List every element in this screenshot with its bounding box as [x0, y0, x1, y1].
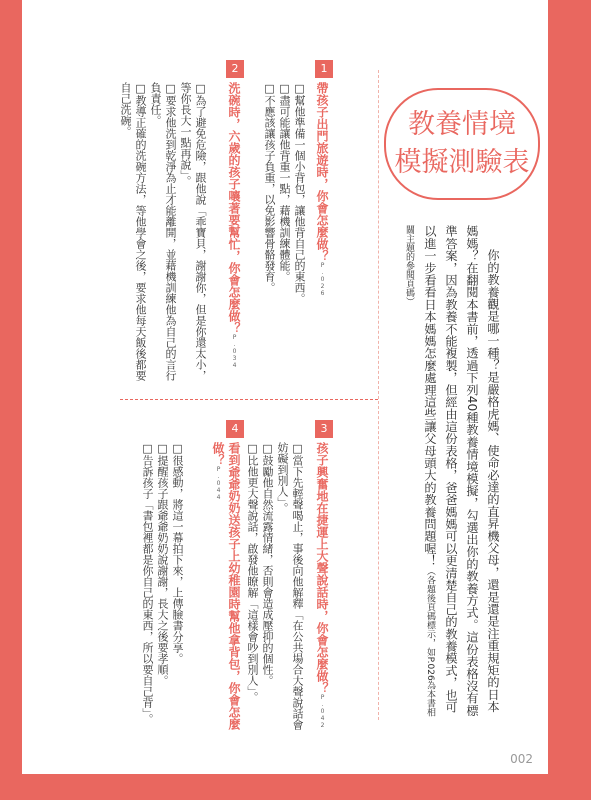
question-4-options — [140, 442, 185, 732]
option[interactable]: □比他更大聲說話，啟發他瞭解「這樣會吵到別人」。 — [246, 442, 259, 703]
option[interactable]: □當下先輕聲喝止，事後向他解釋「在公共場合大聲說話會妨礙到別人」。 — [276, 442, 304, 730]
question-text: 孩子興奮地在捷運上大聲說話時，你會怎麼做？ — [315, 442, 329, 694]
option[interactable]: □提醒孩子跟爺爺奶奶說謝謝，長大之後要孝順。 — [156, 442, 169, 686]
option[interactable]: □告訴孩子「書包裡都是你自己的東西，所以要自己背」。 — [141, 442, 154, 725]
title-line1: 教養情境 — [408, 109, 516, 140]
intro-paragraph: 你的教養觀是哪一種？是嚴格虎媽、使命必達的直昇機父母，還是還是注重規矩的日本媽媽？在翻閱本書前，透過下列40種教養情境模擬，勾選出你的教養方式。這份表格沒有標準答案，因為教養不能複製，但經由這份表格，爸爸媽媽可以更清楚自己的教養模式，也可以進一步看看日本媽媽怎麼處理這些讓父母頭大的教養問題喔！ — [423, 225, 500, 717]
option[interactable]: □盡可能讓他背重一點，藉機訓練體能。 — [278, 82, 291, 282]
option[interactable]: □要求他洗到乾淨為止才能離開，並藉機訓練他為自己的言行負責任。 — [149, 82, 177, 381]
option[interactable]: □不應該讓孩子負重，以免影響骨骼發育。 — [263, 82, 276, 293]
question-1-options — [262, 82, 307, 304]
question-number-badge: 4 — [226, 420, 244, 438]
option[interactable]: □為了避免危險，跟他說「乖寶貝，謝謝你，但是你還太小，等你長大一點再說」。 — [179, 82, 207, 381]
question-2-options — [118, 82, 208, 382]
option[interactable]: □教導正確的洗碗方法，等他學會之後，要求他每天飯後都要自己洗碗。 — [119, 82, 147, 381]
page-ref: P.034 — [231, 334, 238, 369]
question-4 — [210, 442, 241, 742]
question-2 — [226, 82, 242, 369]
option[interactable]: □鼓勵他自然流露情緒，否則會造成壓抑的個性。 — [261, 442, 274, 686]
question-3 — [314, 442, 330, 729]
question-number-badge: 3 — [315, 420, 333, 438]
page-number: 002 — [510, 752, 533, 766]
question-number-badge: 1 — [315, 60, 333, 78]
row-divider — [120, 399, 378, 400]
page-ref: P.044 — [215, 466, 222, 501]
title-line2: 模擬測驗表 — [394, 147, 530, 178]
question-3-options — [245, 442, 305, 732]
intro-note: （各題後頁碼標示，如P.026為本書相關主題的參閱頁碼） — [404, 225, 435, 717]
page-ref: P.042 — [319, 694, 326, 729]
option[interactable]: □很感動，將這一幕拍下來，上傳臉書分享。 — [171, 442, 184, 664]
page-title — [384, 88, 540, 200]
page-ref: P.026 — [319, 262, 326, 297]
option[interactable]: □幫他準備一個小背包，讓他背自己的東西。 — [293, 82, 306, 304]
intro-text — [398, 225, 503, 725]
question-text: 洗碗時，六歲的孩子嚷著要幫忙，你會怎麼做？ — [227, 82, 241, 334]
question-1 — [314, 82, 330, 297]
column-divider — [378, 70, 379, 720]
question-text: 看到爺爺奶奶送孩子上幼稚園時幫他拿背包，你會怎麼做？ — [211, 442, 241, 730]
question-text: 帶孩子出門旅遊時，你會怎麼做？ — [315, 82, 329, 262]
question-number-badge: 2 — [226, 60, 244, 78]
